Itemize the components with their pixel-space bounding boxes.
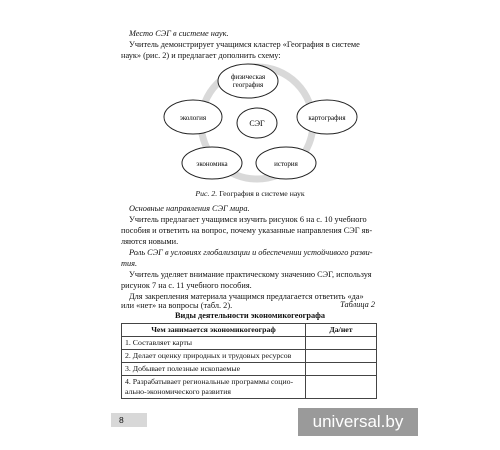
page-number: 8 [119, 415, 124, 425]
table-row [122, 376, 377, 399]
node-physical-geography-label-1: физическая [230, 73, 266, 81]
directions-heading: Основные направления СЭГ мира. [129, 204, 250, 213]
table-cell-activity-line-2: ально-экономического развития [125, 387, 231, 396]
table-cell-answer [306, 376, 377, 399]
table-cell-activity: 3. Добывает полезные ископаемые [122, 363, 306, 376]
table-cell-answer [306, 350, 377, 363]
node-history-label: история [274, 160, 298, 168]
directions-line-1: Учитель предлагает учащимся изучить рисунок 6 на с. 10 учебного [129, 215, 367, 224]
table-cell-activity [122, 376, 306, 399]
role-line-2: рисунок 7 на с. 11 учебного пособия. [121, 281, 252, 290]
node-cartography-label: картография [308, 114, 346, 122]
node-economics-label: экономика [196, 160, 228, 168]
table-title: Виды деятельности экономикогеографа [174, 311, 326, 320]
intro-line-1: Учитель демонстрирует учащимся кластер «География в системе [129, 40, 360, 49]
activities-table [121, 323, 377, 399]
table-row [122, 337, 377, 350]
section-heading: Место СЭГ в системе наук. [129, 29, 229, 38]
table-cell-answer [306, 363, 377, 376]
figure-caption [0, 189, 500, 198]
consolidation-line-1: Для закрепления материала учащимся предлагается ответить «да» [129, 292, 364, 301]
page-number-box [111, 413, 147, 427]
role-heading-1: Роль СЭГ в условиях глобализации и обеспечении устойчивого разви- [129, 248, 373, 257]
table-cell-activity: 1. Составляет карты [122, 337, 306, 350]
intro-line-2: наук» (рис. 2) и предлагает дополнить схему: [121, 51, 281, 60]
role-heading-2: тия. [121, 259, 138, 268]
table-row [122, 363, 377, 376]
role-line-1: Учитель уделяет внимание практическому значению СЭГ, используя [129, 270, 372, 279]
table-cell-activity-line-1: 4. Разрабатывает региональные программы социо- [125, 377, 294, 386]
figure-caption-text: География в системе наук [219, 189, 305, 198]
figure-caption-label: Рис. 2. [195, 189, 218, 198]
watermark: universal.by [298, 408, 418, 436]
node-ecology-label: экология [179, 114, 207, 122]
table-header-row [122, 324, 377, 337]
science-system-diagram [150, 60, 370, 188]
node-physical-geography-label-2: география [232, 81, 264, 89]
directions-line-2: пособия и ответить на вопрос, почему указанные направления СЭГ яв- [121, 226, 373, 235]
table-header-yes-no: Да/нет [306, 324, 377, 337]
node-center-label: СЭГ [249, 119, 265, 128]
table-label: Таблица 2 [340, 300, 375, 309]
table-header-activity: Чем занимается экономикогеограф [122, 324, 306, 337]
consolidation-line-2: или «нет» на вопросы (табл. 2). [121, 301, 233, 310]
table-cell-answer [306, 337, 377, 350]
table-cell-activity: 2. Делает оценку природных и трудовых ресурсов [122, 350, 306, 363]
directions-line-3: ляются новыми. [121, 237, 179, 246]
table-row [122, 350, 377, 363]
